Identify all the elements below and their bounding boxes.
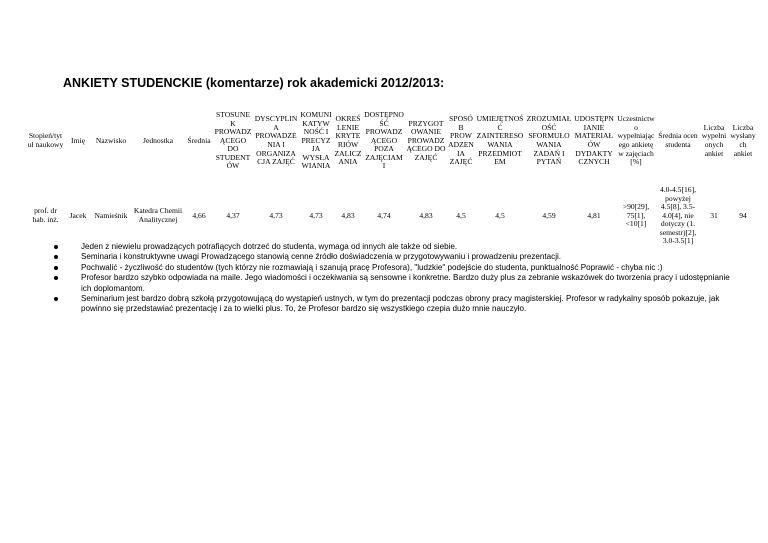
cell-availability: 4,74 xyxy=(377,210,391,220)
list-item xyxy=(54,252,734,262)
cell-discipline: 4,73 xyxy=(269,210,283,220)
comment-text: Seminarium jest bardzo dobrą szkołą przygotowującą do wystąpień ustnych, w tym do prezentacji podczas obrony pracy magisterskiej. Profesor w radykalny sposób pokazuje, jak powinno się przedstawiać prezentację i za to wielki plus. To, że Profesor bardzo się wszystkiego czepia dużo mnie nauczyło. xyxy=(81,294,720,314)
header-last-name: Nazwisko xyxy=(95,135,127,145)
list-item xyxy=(54,263,734,273)
comments-list xyxy=(54,242,734,315)
header-attitude: STOSUNEK PROWADZĄCEGO DO STUDENTÓW xyxy=(214,109,252,171)
comment-text: Profesor bardzo szybko odpowiada na maile. Jego wiadomości i oczekiwania są sensowne i konkretne. Bardzo duży plus za zebranie wskazówek do tworzenia pracy i udostępnianie ich doplomantom. xyxy=(81,273,730,293)
comment-text: Jeden z niewielu prowadzących potrafiących dotrzeć do studenta, wymaga od innych ale także od siebie. xyxy=(81,242,458,251)
list-item xyxy=(54,294,734,315)
survey-results-table xyxy=(26,103,757,253)
cell-attitude: 4,37 xyxy=(226,210,240,220)
cell-degree: prof. dr hab. inż. xyxy=(32,206,59,224)
cell-method: 4,5 xyxy=(456,210,466,220)
bullet-icon xyxy=(54,276,58,280)
header-discipline: DYSCYPLINA PROWADZENIA I ORGANIZACJA ZAJĘĆ xyxy=(254,114,298,167)
header-clarity: ZROZUMIAŁOŚĆ SFORMUŁOWANIA ZADAŃ I PYTAŃ xyxy=(526,114,572,167)
list-item xyxy=(54,273,734,294)
header-first-name: Imię xyxy=(71,135,85,145)
cell-sent-count: 94 xyxy=(739,210,747,220)
cell-materials: 4,81 xyxy=(587,210,601,220)
header-average: Średnia xyxy=(187,135,211,145)
header-sent-count: Liczba wysłanych ankiet xyxy=(730,122,756,158)
cell-preparation: 4,83 xyxy=(419,210,433,220)
header-filled-count: Liczba wypełnionych ankiet xyxy=(701,122,727,158)
header-attendance: Uczestnictwo wypełniającego ankietę w zajęciach [%] xyxy=(617,114,655,167)
cell-clarity: 4,59 xyxy=(542,210,556,220)
cell-student-average: 4.0-4.5[16], powyżej 4.5[8], 3.5-4.0[4], nie dotyczy (1. semestr)[2], 3.0-3.5[1] xyxy=(659,184,697,246)
header-unit: Jednostka xyxy=(143,135,173,145)
cell-unit: Katedra Chemii Analitycznej xyxy=(133,206,183,224)
bullet-icon xyxy=(54,245,58,249)
cell-communication: 4,73 xyxy=(309,210,323,220)
header-communication: KOMUNIKATYWNOŚĆ I PRECYZJA WYSŁAWIANIA xyxy=(300,109,332,171)
cell-filled-count: 31 xyxy=(710,210,718,220)
header-student-average: Średnia ocen studenta xyxy=(658,131,698,149)
header-method: SPOSÓB PROWADZENIA ZAJĘĆ xyxy=(448,114,474,167)
cell-first-name: Jacek xyxy=(69,210,87,220)
header-criteria: OKREŚLENIE KRYTERIÓW ZALICZANIA xyxy=(334,114,362,167)
bullet-icon xyxy=(54,297,58,301)
cell-criteria: 4,83 xyxy=(341,210,355,220)
header-materials: UDOSTĘPNIANIE MATERIAŁÓW DYDAKTYCZNYCH xyxy=(574,114,614,167)
page-title: ANKIETY STUDENCKIE (komentarze) rok akademicki 2012/2013: xyxy=(63,76,445,90)
cell-attendance: >90[29], 75[1], <10[1] xyxy=(622,202,650,229)
header-preparation: PRZYGOTOWANIE PROWADZĄCEGO DO ZAJĘĆ xyxy=(406,118,446,162)
table-header-row xyxy=(26,103,757,179)
cell-average: 4,66 xyxy=(192,210,206,220)
list-item xyxy=(54,242,734,252)
bullet-icon xyxy=(54,255,58,259)
header-degree: Stopień/tytuł naukowy xyxy=(27,131,64,149)
header-engagement: UMIEJĘTNOŚĆ ZAINTERESOWANIA PRZEDMIOTEM xyxy=(476,114,524,167)
bullet-icon xyxy=(54,266,58,270)
cell-last-name: Namieśnik xyxy=(94,210,128,220)
header-availability: DOSTĘPNOŚĆ PROWADZĄCEGO POZA ZAJĘCIAMI xyxy=(364,109,404,171)
cell-engagement: 4,5 xyxy=(495,210,505,220)
comment-text: Pochwalić - życzliwość do studentów (tych którzy nie rozmawiają i szanują pracę Profesora), "ludzkie" podejście do studenta, punktualność Poprawić - chyba nic :) xyxy=(81,262,663,272)
comment-text: Seminaria i konstruktywne uwagi Prowadzącego stanowią cenne źródło doświadczenia w przygotowywaniu i prowadzeniu prezentacji. xyxy=(81,252,562,262)
